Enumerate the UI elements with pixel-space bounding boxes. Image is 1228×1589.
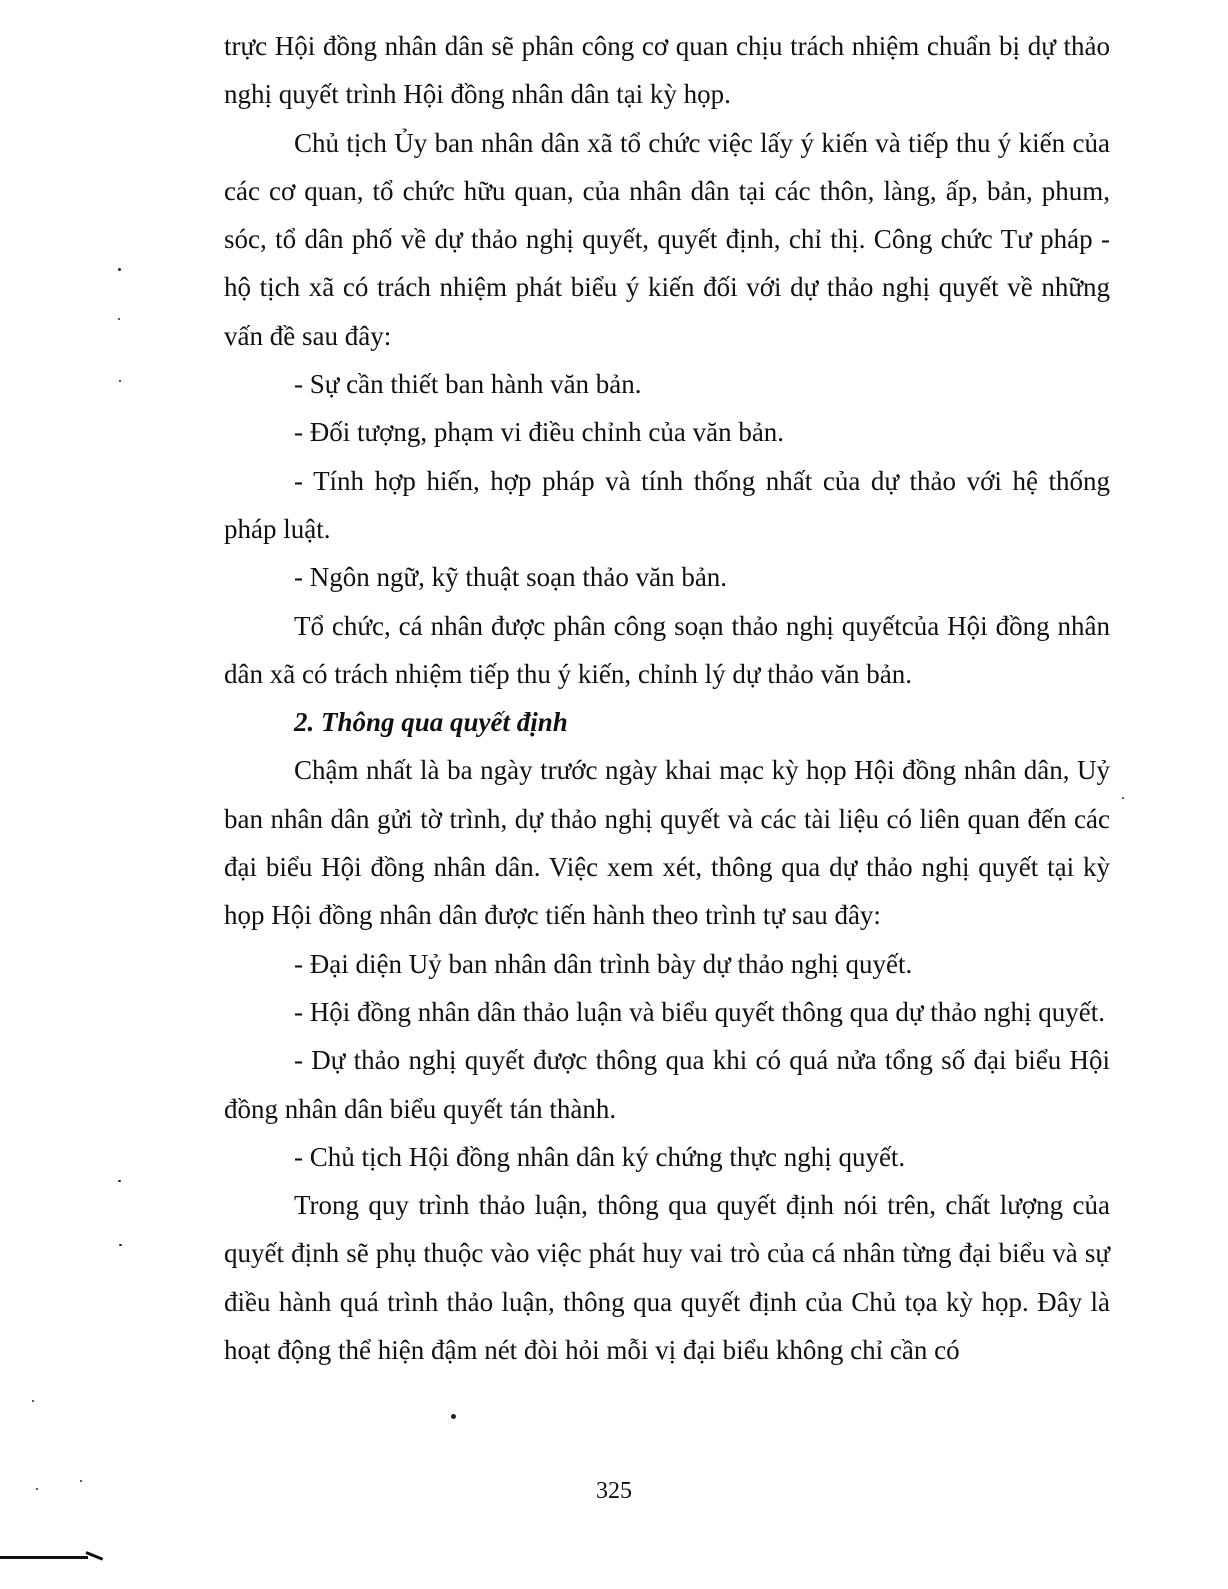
section-heading: 2. Thông qua quyết định (294, 707, 568, 738)
scan-speck (119, 1244, 122, 1246)
list-item: - Đại diện Uỷ ban nhân dân trình bày dự thảo nghị quyết. (294, 948, 913, 979)
list-item: - Đối tượng, phạm vi điều chỉnh của văn bản. (294, 417, 785, 448)
scan-speck (32, 1400, 34, 1402)
scan-speck (451, 1414, 456, 1419)
list-item: - Ngôn ngữ, kỹ thuật soạn thảo văn bản. (294, 562, 728, 593)
list-item: - Sự cần thiết ban hành văn bản. (294, 369, 642, 400)
list-item: - Hội đồng nhân dân thảo luận và biểu quyết thông qua dự thảo nghị quyết. (294, 996, 1105, 1027)
scan-speck (118, 1180, 121, 1182)
scan-edge-line (0, 1556, 88, 1559)
body-text (224, 22, 1110, 1374)
list-item: - Chủ tịch Hội đồng nhân dân ký chứng thực nghị quyết. (294, 1141, 906, 1172)
scan-speck (118, 318, 120, 320)
paragraph: Trong quy trình thảo luận, thông qua quyết định nói trên, chất lượng của quyết định sẽ phụ thuộc vào việc phát huy vai trò của cá nhân từng đại biểu và sự điều hành quá trình thảo luận, thông qua quyết định của Chủ tọa kỳ họp. Đây là hoạt động thể hiện đậm nét đòi hỏi mỗi vị đại biểu không chỉ cần có (224, 1190, 1110, 1366)
paragraph: Tổ chức, cá nhân được phân công soạn thảo nghị quyếtcủa Hội đồng nhân dân xã có trách nhiệm tiếp thu ý kiến, chỉnh lý dự thảo văn bản. (224, 610, 1110, 689)
list-item: - Dự thảo nghị quyết được thông qua khi có quá nửa tổng số đại biểu Hội đồng nhân dân biểu quyết tán thành. (224, 1045, 1110, 1124)
paragraph-continuation: trực Hội đồng nhân dân sẽ phân công cơ quan chịu trách nhiệm chuẩn bị dự thảo nghị quyết trình Hội đồng nhân dân tại kỳ họp. (224, 31, 1110, 110)
scan-speck (119, 380, 121, 382)
scan-edge-line (85, 1551, 103, 1561)
scan-speck (80, 1480, 82, 1482)
paragraph: Chủ tịch Ủy ban nhân dân xã tổ chức việc lấy ý kiến và tiếp thu ý kiến của các cơ quan, tổ chức hữu quan, của nhân dân tại các thôn, làng, ấp, bản, phum, sóc, tổ dân phố về dự thảo nghị quyết, quyết định, chỉ thị. Công chức Tư pháp - hộ tịch xã có trách nhiệm phát biểu ý kiến đối với dự thảo nghị quyết về những vấn đề sau đây: (224, 127, 1110, 351)
paragraph: Chậm nhất là ba ngày trước ngày khai mạc kỳ họp Hội đồng nhân dân, Uỷ ban nhân dân gửi tờ trình, dự thảo nghị quyết và các tài liệu có liên quan đến các đại biểu Hội đồng nhân dân. Việc xem xét, thông qua dự thảo nghị quyết tại kỳ họp Hội đồng nhân dân được tiến hành theo trình tự sau đây: (224, 755, 1110, 931)
list-item: - Tính hợp hiến, hợp pháp và tính thống nhất của dự thảo với hệ thống pháp luật. (224, 465, 1110, 544)
scan-speck (1122, 797, 1124, 799)
scan-speck (36, 1488, 38, 1490)
scan-speck (118, 268, 121, 271)
page-number: 325 (596, 1478, 632, 1504)
